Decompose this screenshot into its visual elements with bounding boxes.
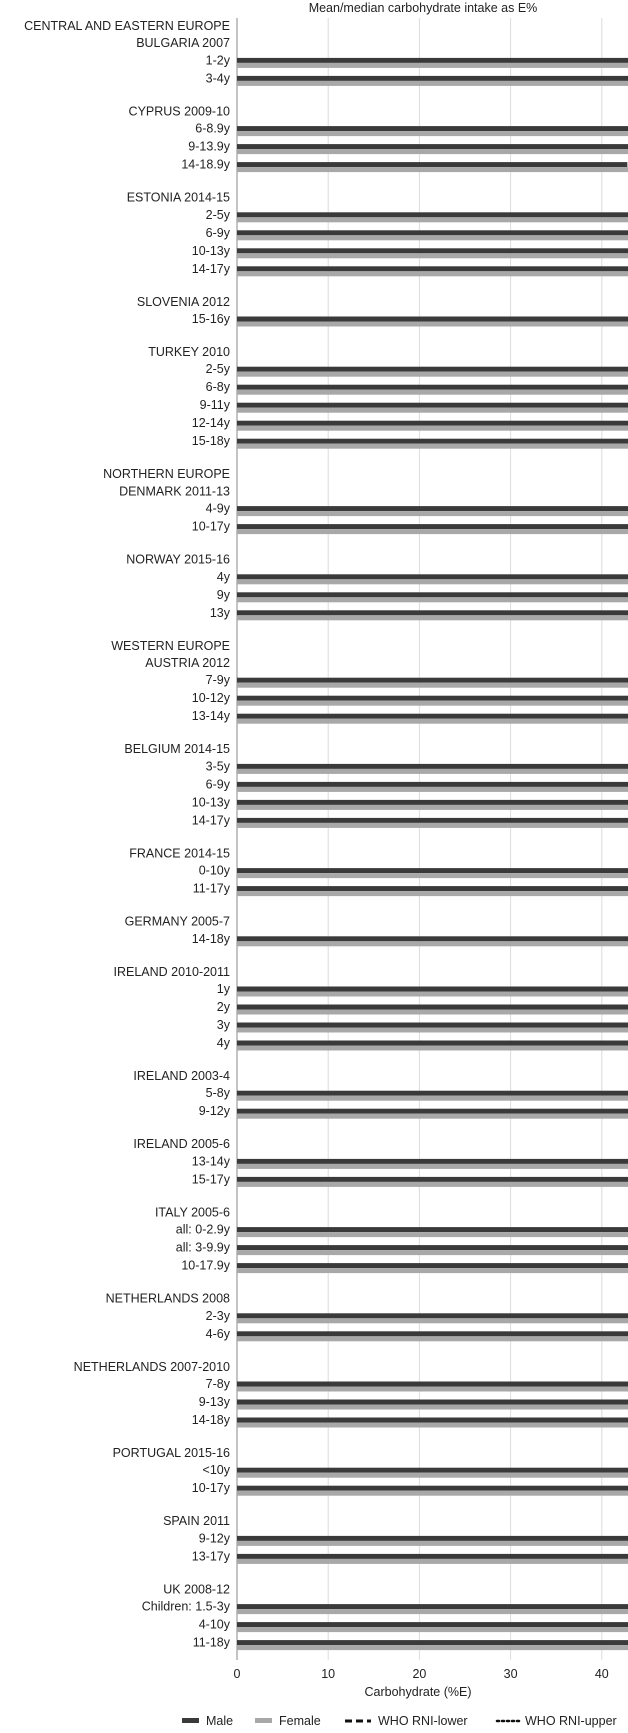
bar-male	[237, 439, 628, 444]
row-label: 2y	[216, 1000, 230, 1014]
group-header: IRELAND 2010-2011	[113, 964, 230, 979]
legend-male	[182, 1714, 233, 1728]
bar-female	[237, 1387, 628, 1392]
group-header: SLOVENIA 2012	[136, 294, 230, 309]
bar-male	[237, 76, 628, 81]
bar-male	[237, 1604, 628, 1609]
bar-male	[237, 1486, 628, 1491]
row-label: 13-14y	[191, 1154, 230, 1169]
bar-male	[237, 126, 628, 131]
bar-male	[237, 714, 628, 719]
bar-male	[237, 1041, 628, 1046]
row-label: 3y	[216, 1018, 230, 1032]
bar-female	[237, 769, 628, 774]
x-tick-label: 20	[412, 1667, 427, 1681]
bar-male	[237, 886, 628, 891]
legend-swatch	[182, 1718, 199, 1723]
row-label: 9-12y	[198, 1531, 230, 1546]
bar-male	[237, 678, 628, 683]
legend-swatch	[255, 1718, 272, 1723]
bar-female	[237, 1010, 628, 1015]
group-header: FRANCE 2014-15	[129, 846, 230, 861]
x-axis	[234, 1667, 628, 1681]
group-header: UK 2008-12	[163, 1582, 230, 1597]
bar-female	[237, 511, 628, 516]
x-axis-label: Carbohydrate (%E)	[364, 1685, 472, 1699]
bar-female	[237, 235, 628, 240]
row-label: 10-17y	[191, 1481, 230, 1496]
row-label: 2-3y	[205, 1308, 230, 1323]
row-label: 5-8y	[205, 1086, 230, 1101]
group-header: NETHERLANDS 2007-2010	[73, 1359, 230, 1374]
legend-label: Female	[279, 1714, 321, 1728]
bar-female	[237, 408, 628, 413]
legend-female	[255, 1714, 321, 1728]
group-header: ITALY 2005-6	[154, 1205, 230, 1220]
grid-lines	[237, 18, 628, 1660]
bar-female	[237, 1627, 628, 1632]
row-label: 9-13.9y	[188, 139, 230, 154]
row-label: all: 3-9.9y	[175, 1240, 230, 1255]
bar-male	[237, 403, 628, 408]
bar-male	[237, 987, 628, 992]
bar-male	[237, 1313, 628, 1318]
bar-female	[237, 683, 628, 688]
bar-male	[237, 248, 628, 253]
bar-male	[237, 592, 628, 597]
bar-male	[237, 1245, 628, 1250]
bar-female	[237, 1164, 628, 1169]
row-label: 4-6y	[205, 1326, 230, 1341]
bar-male	[237, 385, 628, 390]
bar-male	[237, 1536, 628, 1541]
row-label: 2-5y	[205, 362, 230, 377]
bar-female	[237, 941, 628, 946]
bar-female	[237, 253, 628, 258]
row-label: 14-17y	[191, 261, 230, 276]
bar-female	[237, 1336, 628, 1341]
row-label: 13-14y	[191, 709, 230, 724]
row-label: all: 0-2.9y	[175, 1222, 230, 1237]
bar-female	[237, 719, 628, 724]
row-label: 3-4y	[205, 71, 230, 86]
bar-male	[237, 506, 628, 511]
bar-male	[237, 1227, 628, 1232]
bar-female	[237, 167, 628, 172]
bar-female	[237, 1114, 628, 1119]
bar-female	[237, 444, 628, 449]
bar-female	[237, 992, 628, 997]
row-label: 14-18y	[191, 1413, 230, 1427]
bar-male	[237, 230, 628, 235]
row-label: 11-17y	[192, 881, 230, 896]
row-label: 10-17.9y	[181, 1258, 230, 1273]
legend	[182, 1714, 617, 1728]
group-header: NORTHERN EUROPE	[103, 467, 230, 482]
x-tick-label: 0	[233, 1667, 241, 1681]
category-labels	[24, 19, 231, 1650]
bar-male	[237, 782, 628, 787]
row-label: 9y	[216, 587, 230, 602]
bar-female	[237, 1645, 628, 1650]
x-tick-label: 30	[503, 1667, 518, 1681]
legend-label: WHO RNI-upper	[525, 1714, 617, 1728]
bar-female	[237, 787, 628, 792]
bar-male	[237, 266, 628, 271]
bar-male	[237, 1554, 628, 1559]
bar-male	[237, 1091, 628, 1096]
bar-male	[237, 1418, 628, 1423]
bar-female	[237, 372, 628, 377]
bar-male	[237, 1382, 628, 1387]
bar-female	[237, 1268, 628, 1273]
bar-male	[237, 1622, 628, 1627]
bar-male	[237, 1159, 628, 1164]
row-label: 2-5y	[205, 207, 230, 222]
group-header: ESTONIA 2014-15	[126, 190, 230, 205]
bar-female	[237, 149, 628, 154]
bar-male	[237, 1468, 628, 1473]
bar-female	[237, 1096, 628, 1101]
row-label: 14-18.9y	[181, 157, 230, 172]
row-label: 0-10y	[198, 863, 230, 878]
bar-female	[237, 81, 628, 86]
row-label: 1-2y	[205, 53, 230, 68]
bar-female	[237, 1182, 628, 1187]
bar-male	[237, 162, 627, 167]
row-label: 10-17y	[191, 519, 230, 534]
legend-who-rni-lower	[345, 1714, 468, 1728]
bar-male	[237, 574, 628, 579]
row-label: 10-13y	[191, 795, 230, 810]
legend-label: Male	[206, 1714, 234, 1728]
row-label: 15-18y	[191, 434, 230, 449]
bar-female	[237, 873, 628, 878]
bar-female	[237, 390, 628, 395]
group-header: PORTUGAL 2015-16	[112, 1446, 230, 1460]
bar-female	[237, 615, 628, 620]
bar-male	[237, 144, 628, 149]
bar-female	[237, 426, 628, 431]
row-label: 6-8.9y	[195, 121, 230, 136]
row-label: 1y	[216, 982, 230, 996]
row-label: 9-12y	[198, 1104, 230, 1119]
bar-female	[237, 1318, 628, 1323]
bar-female	[237, 1028, 628, 1033]
row-label: 15-17y	[191, 1172, 230, 1187]
group-header: CENTRAL AND EASTERN EUROPE	[24, 19, 230, 33]
row-label: 6-9y	[205, 777, 230, 792]
bar-female	[237, 805, 628, 810]
bar-female	[237, 1473, 628, 1478]
group-header: TURKEY 2010	[148, 345, 230, 359]
x-tick-label: 40	[594, 1667, 609, 1681]
bar-female	[237, 1232, 628, 1237]
bar-male	[237, 1331, 628, 1336]
row-label: 7-8y	[205, 1377, 230, 1391]
group-header: IRELAND 2005-6	[133, 1137, 230, 1152]
bar-male	[237, 1263, 628, 1268]
row-label: 9-11y	[199, 398, 230, 413]
bar-male	[237, 868, 628, 873]
bar-male	[237, 764, 628, 769]
group-header: WESTERN EUROPE	[111, 638, 230, 653]
chart-title: Mean/median carbohydrate intake as E%	[308, 1, 538, 15]
row-label: 6-8y	[205, 380, 230, 395]
bar-male	[237, 367, 628, 372]
group-header: NETHERLANDS 2008	[105, 1291, 230, 1306]
bar-female	[237, 529, 628, 534]
bar-male	[237, 610, 628, 615]
group-header: AUSTRIA 2012	[145, 656, 230, 670]
row-label: 14-18y	[191, 931, 230, 946]
bar-female	[237, 1405, 628, 1410]
group-header: BELGIUM 2014-15	[124, 742, 230, 757]
x-tick-label: 10	[321, 1667, 336, 1681]
row-label: 12-14y	[191, 416, 230, 431]
bar-male	[237, 936, 628, 941]
bar-male	[237, 421, 628, 426]
bar-female	[237, 322, 628, 327]
row-label: 4-10y	[198, 1617, 230, 1632]
row-label: 11-18y	[192, 1635, 230, 1650]
bar-female	[237, 823, 628, 828]
bar-female	[237, 1250, 628, 1255]
bars-layer	[237, 58, 628, 1650]
bar-male	[237, 1005, 628, 1010]
bar-female	[237, 579, 628, 584]
bar-female	[237, 63, 628, 68]
group-header: SPAIN 2011	[163, 1514, 230, 1529]
bar-male	[237, 1400, 628, 1405]
bar-female	[237, 1559, 628, 1564]
row-label: 9-13y	[198, 1395, 230, 1409]
bar-male	[237, 1109, 628, 1114]
group-header: GERMANY 2005-7	[124, 914, 230, 929]
row-label: <10y	[202, 1463, 230, 1478]
bar-female	[237, 1046, 628, 1051]
bar-female	[237, 1491, 628, 1496]
row-label: 10-13y	[191, 243, 230, 258]
bar-female	[237, 131, 628, 136]
bar-female	[237, 217, 628, 222]
bar-female	[237, 701, 628, 706]
bar-male	[237, 800, 628, 805]
bar-male	[237, 1177, 628, 1182]
bar-male	[237, 696, 628, 701]
row-label: 13y	[209, 605, 230, 620]
bar-female	[237, 1541, 628, 1546]
bar-male	[237, 212, 628, 217]
legend-who-rni-upper	[497, 1714, 617, 1728]
bar-male	[237, 58, 628, 63]
bar-female	[237, 597, 628, 602]
group-header: CYPRUS 2009-10	[128, 104, 230, 119]
row-label: 4-9y	[205, 501, 230, 516]
bar-female	[237, 271, 628, 276]
row-label: 4y	[216, 1036, 230, 1050]
group-header: BULGARIA 2007	[136, 36, 230, 51]
group-header: NORWAY 2015-16	[126, 552, 230, 567]
row-label: 6-9y	[205, 225, 230, 240]
row-label: 15-16y	[191, 312, 230, 326]
row-label: 13-17y	[191, 1549, 230, 1564]
bar-female	[237, 1609, 628, 1614]
bar-male	[237, 524, 628, 529]
row-label: 14-17y	[191, 813, 230, 828]
row-label: 10-12y	[191, 691, 230, 706]
row-label: 3-5y	[205, 759, 230, 774]
bar-female	[237, 1423, 628, 1428]
bar-male	[237, 1640, 628, 1645]
bar-male	[237, 818, 628, 823]
group-header: DENMARK 2011-13	[119, 484, 230, 499]
legend-label: WHO RNI-lower	[378, 1714, 468, 1728]
row-label: Children: 1.5-3y	[141, 1599, 230, 1614]
group-header: IRELAND 2003-4	[133, 1069, 230, 1083]
bar-male	[237, 1023, 628, 1028]
bar-female	[237, 891, 628, 896]
bar-male	[237, 317, 628, 322]
row-label: 7-9y	[205, 673, 230, 688]
row-label: 4y	[216, 569, 230, 584]
